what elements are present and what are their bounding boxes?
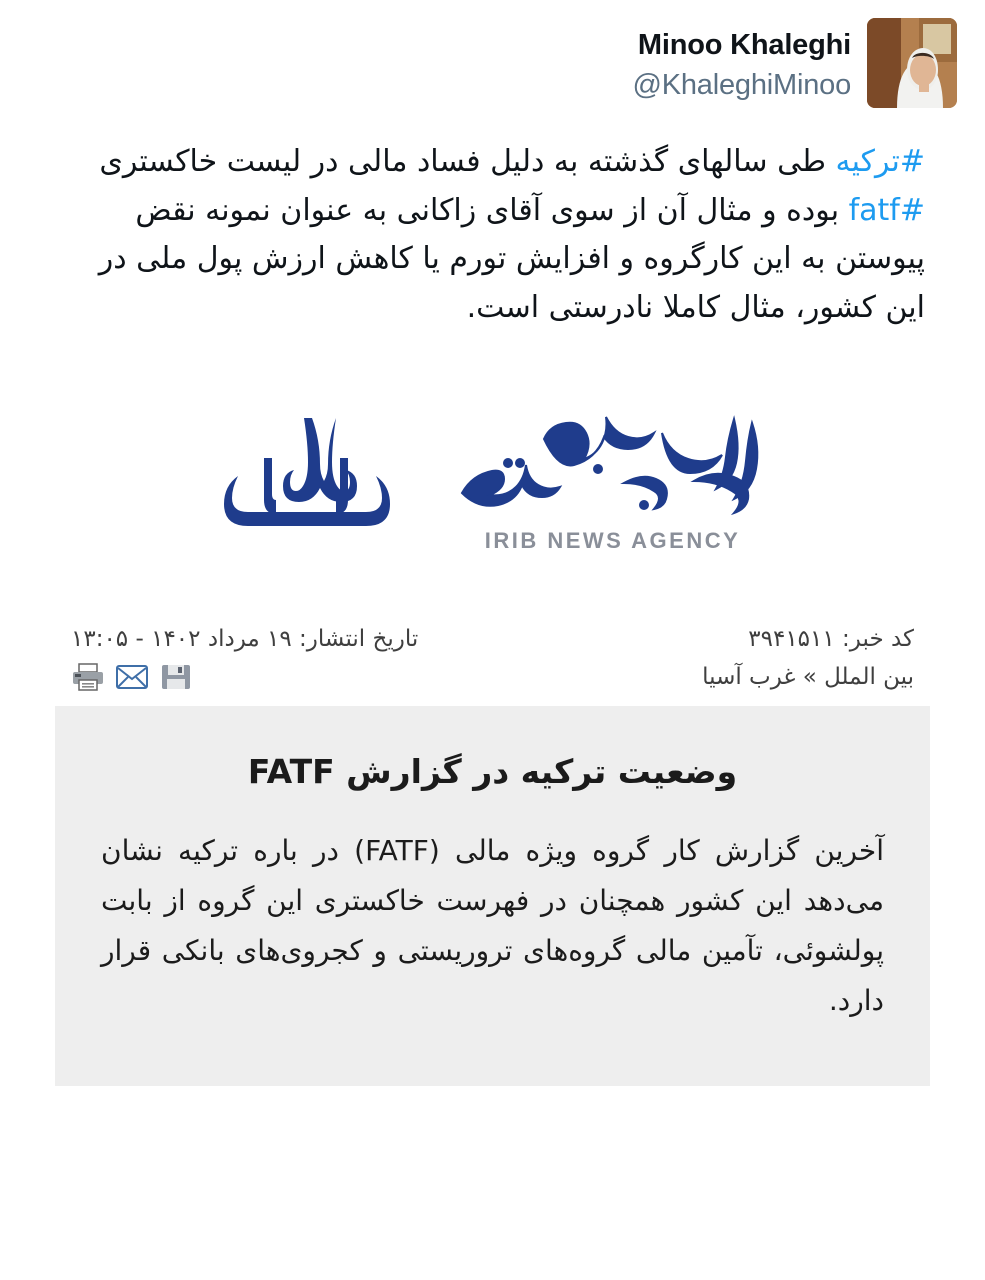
agency-name-script (448, 409, 778, 524)
hashtag-turkey[interactable]: #ترکیه (835, 144, 925, 179)
tweet-text-segment-2: بوده و مثال آن از سوی آقای زاکانی به عنوان نمونه نقض پیوستن به این کارگروه و افزایش تورم یا کاهش ارزش پول ملی در این کشور، مثال کاملا نادرستی است. (98, 192, 925, 325)
news-meta-row-secondary (55, 656, 930, 706)
email-icon[interactable] (115, 662, 149, 692)
author-display-name: Minoo Khaleghi (637, 29, 851, 61)
print-icon[interactable] (71, 662, 105, 692)
breadcrumb[interactable]: بین الملل » غرب آسیا (702, 664, 914, 691)
news-code: کد خبر: ۳۹۴۱۵۱۱ (748, 626, 914, 653)
iran-emblem-icon (208, 406, 408, 556)
tweet-text (0, 108, 985, 332)
avatar-image (867, 18, 957, 108)
news-meta-row (55, 616, 930, 656)
hashtag-fatf[interactable]: #fatf (848, 192, 925, 228)
news-article (55, 706, 930, 1085)
news-card (55, 616, 930, 1085)
publish-date: تاریخ انتشار: ۱۹ مرداد ۱۴۰۲ - ۱۳:۰۵ (71, 626, 419, 653)
tweet-header (0, 0, 985, 108)
news-tools (71, 662, 193, 692)
agency-name-latin: IRIB NEWS AGENCY (484, 527, 741, 553)
save-icon[interactable] (159, 662, 193, 692)
irib-logo-band (0, 366, 985, 596)
tweet-author-block (633, 18, 852, 103)
tweet-text-segment-1: طی سالهای گذشته به دلیل فساد مالی در لیست خاکستری (99, 144, 836, 179)
author-handle[interactable]: @KhaleghiMinoo (632, 68, 851, 101)
irib-wordmark (448, 409, 778, 554)
avatar[interactable] (867, 18, 957, 108)
article-title: وضعیت ترکیه در گزارش FATF (247, 752, 738, 792)
article-lead: آخرین گزارش کار گروه ویژه مالی (FATF) در باره ترکیه نشان می‌دهد این کشور همچنان در فهرست خاکستری این گروه از بابت پولشوئی، تآمین مالی گروه‌های تروریستی و کجروی‌های بانکی قرار دارد. (101, 834, 884, 1017)
